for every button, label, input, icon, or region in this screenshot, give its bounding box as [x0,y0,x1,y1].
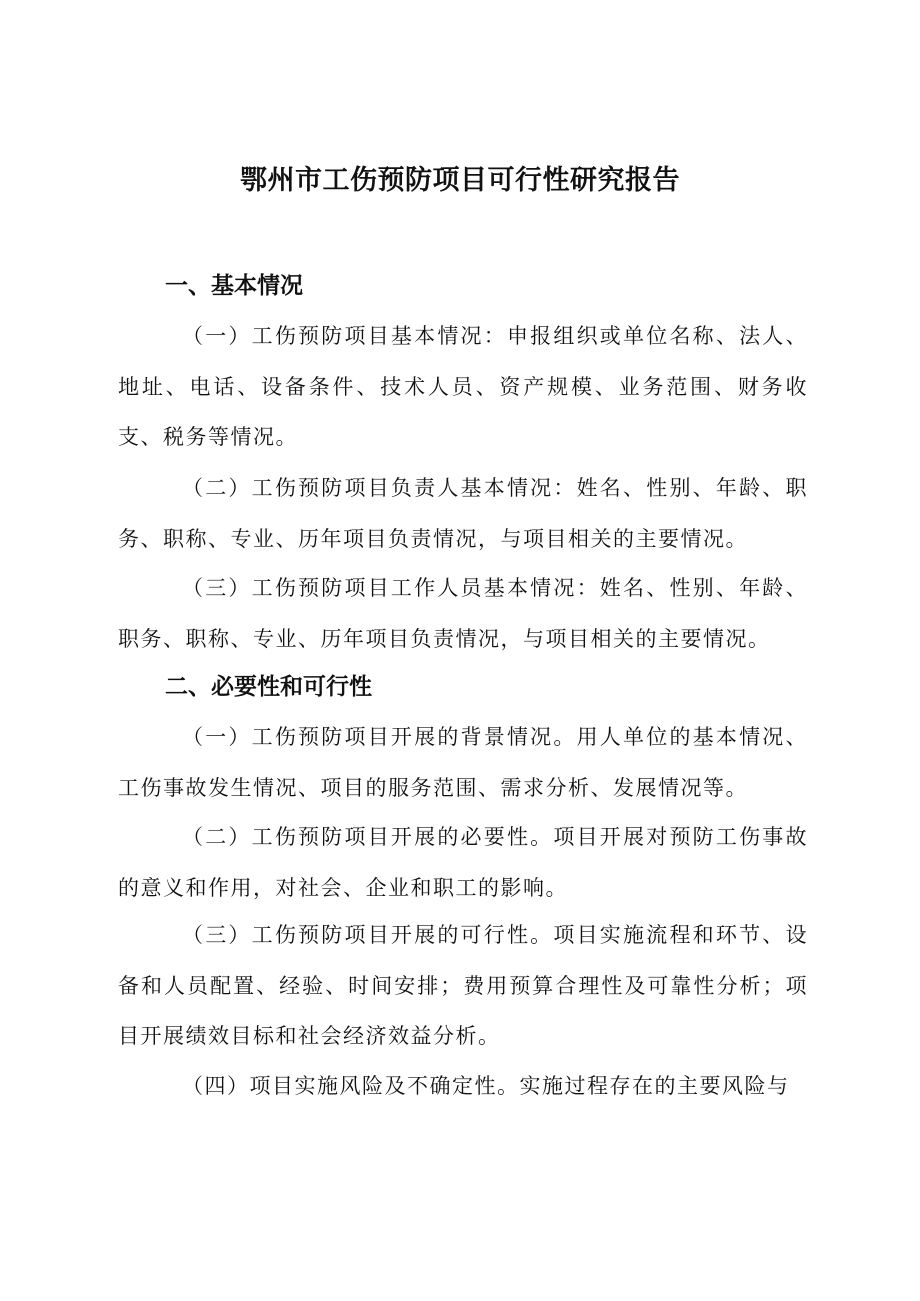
paragraph-basic-info-1: （一）工伤预防项目基本情况：申报组织或单位名称、法人、地址、电话、设备条件、技术人员、资产规模、业务范围、财务收支、税务等情况。 [118,324,808,449]
paragraph-necessity-3: （三）工伤预防项目开展的可行性。项目实施流程和环节、设备和人员配置、经验、时间安排；费用预算合理性及可靠性分析；项目开展绩效目标和社会经济效益分析。 [118,923,808,1048]
paragraph-necessity-1: （一）工伤预防项目开展的背景情况。用人单位的基本情况、工伤事故发生情况、项目的服务范围、需求分析、发展情况等。 [118,725,808,800]
document-title: 鄂州市工伤预防项目可行性研究报告 [240,165,680,196]
section-heading-necessity: 二、必要性和可行性 [165,674,372,700]
paragraph-necessity-2: （二）工伤预防项目开展的必要性。项目开展对预防工伤事故的意义和作用，对社会、企业和职工的影响。 [118,825,808,900]
paragraph-necessity-4: （四）项目实施风险及不确定性。实施过程存在的主要风险与 [182,1074,790,1098]
paragraph-basic-info-2: （二）工伤预防项目负责人基本情况：姓名、性别、年龄、职务、职称、专业、历年项目负责情况，与项目相关的主要情况。 [118,476,808,551]
paragraph-basic-info-3: （三）工伤预防项目工作人员基本情况：姓名、性别、年龄、职务、职称、专业、历年项目负责情况，与项目相关的主要情况。 [118,576,808,651]
section-heading-basic-info: 一、基本情况 [165,273,303,299]
